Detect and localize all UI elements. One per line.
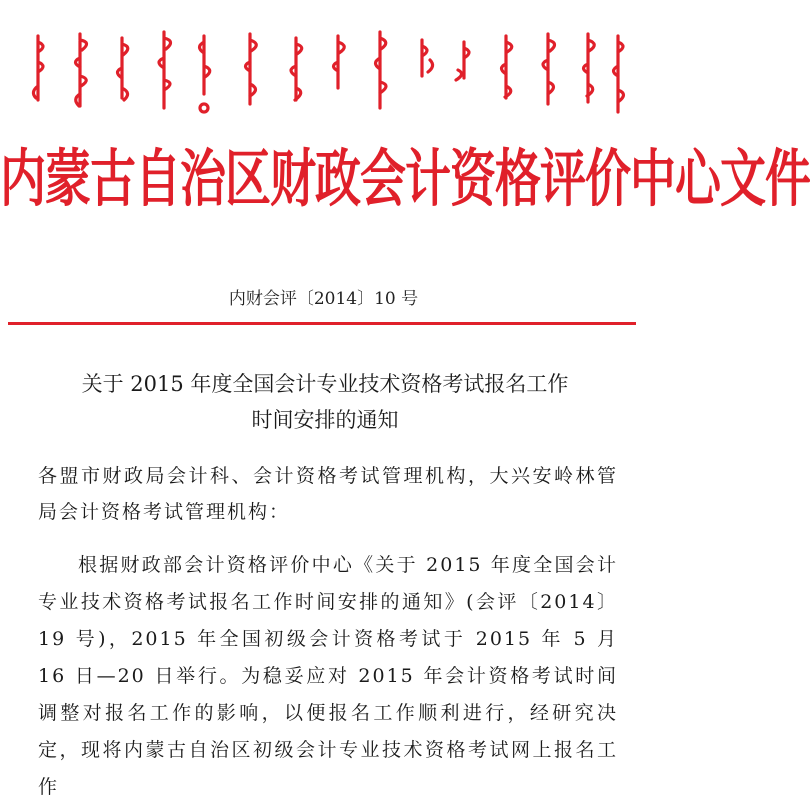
notice-title xyxy=(20,366,630,438)
notice-title-line-1: 关于 2015 年度全国会计专业技术资格考试报名工作 xyxy=(81,372,569,396)
document-number: 内财会评〔2014〕10 号 xyxy=(228,289,419,309)
addressee: 各盟市财政局会计科、会计资格考试管理机构，大兴安岭林管局会计资格考试管理机构： xyxy=(38,465,618,523)
org-title: 内蒙古自治区财政会计资格评价中心文件 xyxy=(0,142,810,216)
notice-title-line-2: 时间安排的通知 xyxy=(251,408,399,432)
notice-body: 根据财政部会计资格评价中心《关于 2015 年度全国会计专业技术资格考试报名工作时间安排的通知》(会评〔2014〕19 号)，2015 年全国初级会计资格考试于 2015 年 5 月 16 日—20 日举行。为稳妥应对 2015 年会计资格考试时间调整对报名工作的影响，以便报名工作顺利进行，经研究决定，现将内蒙古自治区初级会计专业技术资格考试网上报名工作 xyxy=(38,554,618,798)
red-divider xyxy=(8,322,636,325)
mongolian-script-header xyxy=(18,28,630,123)
